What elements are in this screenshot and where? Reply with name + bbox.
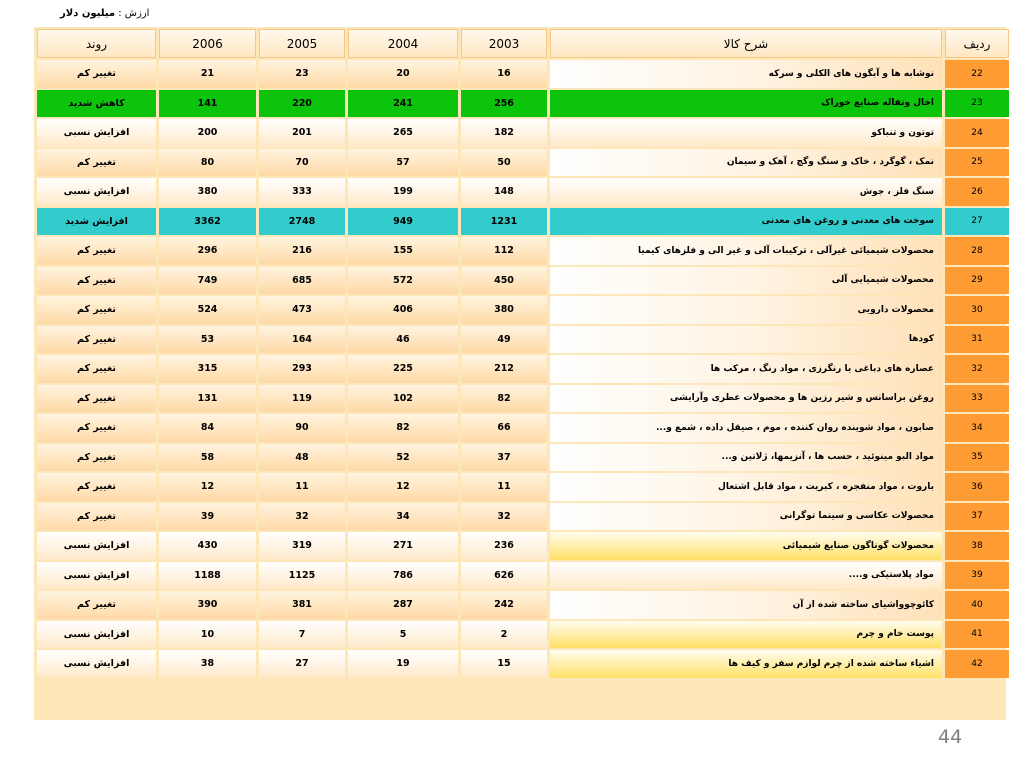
- table-row: [37, 149, 1009, 177]
- cell-2005: 48: [259, 444, 345, 472]
- cell-row-number: 41: [945, 621, 1009, 649]
- cell-description: باروت ، مواد منفجره ، کبریت ، مواد قابل اشتعال: [550, 473, 942, 501]
- cell-row-number: 32: [945, 355, 1009, 383]
- unit-note-label: ارزش :: [118, 8, 150, 19]
- cell-2003: 49: [461, 326, 547, 354]
- cell-2006: 1188: [159, 562, 256, 590]
- cell-row-number: 26: [945, 178, 1009, 206]
- cell-description: کائوچوواشیای ساخته شده از آن: [550, 591, 942, 619]
- table-row: [37, 355, 1009, 383]
- table-row: [37, 503, 1009, 531]
- cell-2004: 406: [348, 296, 458, 324]
- cell-trend: کاهش شدید: [37, 90, 156, 118]
- cell-trend: افزایش شدید: [37, 208, 156, 236]
- cell-2005: 473: [259, 296, 345, 324]
- cell-2003: 16: [461, 60, 547, 88]
- cell-trend: تغییر کم: [37, 591, 156, 619]
- cell-2003: 212: [461, 355, 547, 383]
- cell-2004: 52: [348, 444, 458, 472]
- cell-description: نمک ، گوگرد ، خاک و سنگ وگچ ، آهک و سیمان: [550, 149, 942, 177]
- header-2006: 2006: [159, 29, 256, 58]
- cell-2005: 201: [259, 119, 345, 147]
- cell-2003: 2: [461, 621, 547, 649]
- cell-2006: 39: [159, 503, 256, 531]
- cell-2006: 315: [159, 355, 256, 383]
- table-row: [37, 326, 1009, 354]
- table-row: [37, 60, 1009, 88]
- cell-row-number: 37: [945, 503, 1009, 531]
- table-row: [37, 414, 1009, 442]
- cell-row-number: 23: [945, 90, 1009, 118]
- cell-row-number: 31: [945, 326, 1009, 354]
- cell-2004: 20: [348, 60, 458, 88]
- cell-trend: تغییر کم: [37, 326, 156, 354]
- cell-trend: تغییر کم: [37, 60, 156, 88]
- data-table-container: [34, 27, 1006, 720]
- cell-2005: 32: [259, 503, 345, 531]
- cell-trend: افزایش نسبی: [37, 650, 156, 678]
- cell-2006: 131: [159, 385, 256, 413]
- cell-2004: 155: [348, 237, 458, 265]
- cell-2004: 102: [348, 385, 458, 413]
- cell-2006: 10: [159, 621, 256, 649]
- cell-trend: تغییر کم: [37, 444, 156, 472]
- cell-2004: 287: [348, 591, 458, 619]
- header-description: شرح کالا: [550, 29, 942, 58]
- cell-trend: تغییر کم: [37, 473, 156, 501]
- cell-2004: 5: [348, 621, 458, 649]
- cell-row-number: 35: [945, 444, 1009, 472]
- cell-description: اخال وتفاله صنایع خوراک: [550, 90, 942, 118]
- cell-description: نوشابه ها و آبگون های الکلی و سرکه: [550, 60, 942, 88]
- table-row: [37, 621, 1009, 649]
- cell-2006: 80: [159, 149, 256, 177]
- unit-note-value: میلیون دلار: [60, 8, 116, 19]
- cell-2003: 148: [461, 178, 547, 206]
- table-row: [37, 444, 1009, 472]
- cell-row-number: 40: [945, 591, 1009, 619]
- table-body: [37, 60, 1009, 678]
- cell-2006: 58: [159, 444, 256, 472]
- cell-description: محصولات عکاسی و سینما توگرانی: [550, 503, 942, 531]
- cell-description: پوست خام و چرم: [550, 621, 942, 649]
- cell-trend: تغییر کم: [37, 267, 156, 295]
- cell-2003: 82: [461, 385, 547, 413]
- table-row: [37, 473, 1009, 501]
- cell-2005: 381: [259, 591, 345, 619]
- cell-trend: افزایش نسبی: [37, 562, 156, 590]
- cell-2006: 524: [159, 296, 256, 324]
- cell-2004: 82: [348, 414, 458, 442]
- cell-2004: 199: [348, 178, 458, 206]
- cell-2003: 380: [461, 296, 547, 324]
- header-2004: 2004: [348, 29, 458, 58]
- cell-2004: 572: [348, 267, 458, 295]
- cell-2006: 84: [159, 414, 256, 442]
- unit-note: [60, 8, 149, 19]
- cell-2006: 380: [159, 178, 256, 206]
- cell-row-number: 36: [945, 473, 1009, 501]
- cell-description: محصولات گوناگون صنایع شیمیائی: [550, 532, 942, 560]
- cell-trend: تغییر کم: [37, 385, 156, 413]
- cell-2003: 236: [461, 532, 547, 560]
- cell-row-number: 27: [945, 208, 1009, 236]
- cell-trend: تغییر کم: [37, 503, 156, 531]
- table-row: [37, 532, 1009, 560]
- cell-row-number: 25: [945, 149, 1009, 177]
- cell-2005: 90: [259, 414, 345, 442]
- cell-2003: 37: [461, 444, 547, 472]
- cell-trend: افزایش نسبی: [37, 621, 156, 649]
- cell-2004: 225: [348, 355, 458, 383]
- cell-2006: 38: [159, 650, 256, 678]
- table-row: [37, 591, 1009, 619]
- cell-2006: 430: [159, 532, 256, 560]
- cell-2005: 70: [259, 149, 345, 177]
- cell-2003: 450: [461, 267, 547, 295]
- cell-2005: 119: [259, 385, 345, 413]
- cell-description: صابون ، مواد شوینده روان کننده ، موم ، صیقل داده ، شمع و...: [550, 414, 942, 442]
- cell-2003: 32: [461, 503, 547, 531]
- cell-row-number: 34: [945, 414, 1009, 442]
- cell-2006: 296: [159, 237, 256, 265]
- cell-2006: 749: [159, 267, 256, 295]
- cell-trend: تغییر کم: [37, 355, 156, 383]
- cell-2004: 46: [348, 326, 458, 354]
- cell-2004: 271: [348, 532, 458, 560]
- cell-2003: 11: [461, 473, 547, 501]
- cell-trend: افزایش نسبی: [37, 119, 156, 147]
- cell-2005: 685: [259, 267, 345, 295]
- table-row: [37, 119, 1009, 147]
- cell-2006: 53: [159, 326, 256, 354]
- cell-2005: 11: [259, 473, 345, 501]
- cell-row-number: 33: [945, 385, 1009, 413]
- cell-row-number: 24: [945, 119, 1009, 147]
- cell-2006: 200: [159, 119, 256, 147]
- cell-2005: 7: [259, 621, 345, 649]
- cell-row-number: 22: [945, 60, 1009, 88]
- cell-2003: 256: [461, 90, 547, 118]
- cell-2004: 786: [348, 562, 458, 590]
- cell-description: توتون و تنباکو: [550, 119, 942, 147]
- cell-2004: 19: [348, 650, 458, 678]
- cell-row-number: 28: [945, 237, 1009, 265]
- cell-trend: تغییر کم: [37, 149, 156, 177]
- cell-description: سوخت های معدنی و روغن های معدنی: [550, 208, 942, 236]
- cell-description: روغن براسانس و شیر رزین ها و محصولات عطری وآرایشی: [550, 385, 942, 413]
- cell-2005: 23: [259, 60, 345, 88]
- cell-2003: 242: [461, 591, 547, 619]
- cell-2003: 66: [461, 414, 547, 442]
- table-row: [37, 385, 1009, 413]
- cell-row-number: 29: [945, 267, 1009, 295]
- cell-trend: تغییر کم: [37, 237, 156, 265]
- cell-2006: 12: [159, 473, 256, 501]
- table-row: [37, 650, 1009, 678]
- cell-2005: 333: [259, 178, 345, 206]
- cell-row-number: 30: [945, 296, 1009, 324]
- cell-trend: افزایش نسبی: [37, 532, 156, 560]
- cell-2004: 57: [348, 149, 458, 177]
- table-row: [37, 237, 1009, 265]
- cell-2005: 2748: [259, 208, 345, 236]
- page-number: 44: [938, 726, 963, 748]
- cell-row-number: 39: [945, 562, 1009, 590]
- header-row-number: ردیف: [945, 29, 1009, 58]
- table-row: [37, 178, 1009, 206]
- cell-2003: 626: [461, 562, 547, 590]
- cell-2006: 390: [159, 591, 256, 619]
- cell-2003: 1231: [461, 208, 547, 236]
- cell-2004: 241: [348, 90, 458, 118]
- cell-trend: تغییر کم: [37, 414, 156, 442]
- cell-2005: 216: [259, 237, 345, 265]
- cell-trend: افزایش نسبی: [37, 178, 156, 206]
- cell-description: محصولات شیمیایی آلی: [550, 267, 942, 295]
- cell-description: سنگ فلز ، جوش: [550, 178, 942, 206]
- cell-2003: 112: [461, 237, 547, 265]
- export-value-table: [34, 27, 1012, 680]
- cell-2004: 12: [348, 473, 458, 501]
- table-header-row: [37, 29, 1009, 58]
- cell-2003: 15: [461, 650, 547, 678]
- cell-2006: 21: [159, 60, 256, 88]
- cell-2003: 182: [461, 119, 547, 147]
- table-row: [37, 562, 1009, 590]
- cell-2004: 949: [348, 208, 458, 236]
- table-row: [37, 90, 1009, 118]
- cell-2005: 164: [259, 326, 345, 354]
- table-row: [37, 296, 1009, 324]
- cell-description: عصاره های دباغی یا رنگرزی ، مواد رنگ ، مرکب ها: [550, 355, 942, 383]
- cell-row-number: 38: [945, 532, 1009, 560]
- cell-2005: 319: [259, 532, 345, 560]
- cell-description: محصولات شیمیائی غیرآلی ، ترکیبات آلی و غیر الی و فلزهای کیمیا: [550, 237, 942, 265]
- cell-description: مواد پلاستیکی و....: [550, 562, 942, 590]
- cell-description: محصولات دارویی: [550, 296, 942, 324]
- cell-trend: تغییر کم: [37, 296, 156, 324]
- cell-description: کودها: [550, 326, 942, 354]
- header-2005: 2005: [259, 29, 345, 58]
- table-row: [37, 208, 1009, 236]
- cell-2005: 27: [259, 650, 345, 678]
- cell-2003: 50: [461, 149, 547, 177]
- cell-description: مواد البو مینوئید ، حسب ها ، آنزیمها، ژلاتین و...: [550, 444, 942, 472]
- table-row: [37, 267, 1009, 295]
- cell-2005: 1125: [259, 562, 345, 590]
- header-trend: روند: [37, 29, 156, 58]
- cell-2004: 34: [348, 503, 458, 531]
- cell-2006: 3362: [159, 208, 256, 236]
- cell-2004: 265: [348, 119, 458, 147]
- cell-row-number: 42: [945, 650, 1009, 678]
- cell-2005: 220: [259, 90, 345, 118]
- cell-2005: 293: [259, 355, 345, 383]
- header-2003: 2003: [461, 29, 547, 58]
- cell-2006: 141: [159, 90, 256, 118]
- cell-description: اشیاء ساخته شده از چرم لوازم سفر و کیف ها: [550, 650, 942, 678]
